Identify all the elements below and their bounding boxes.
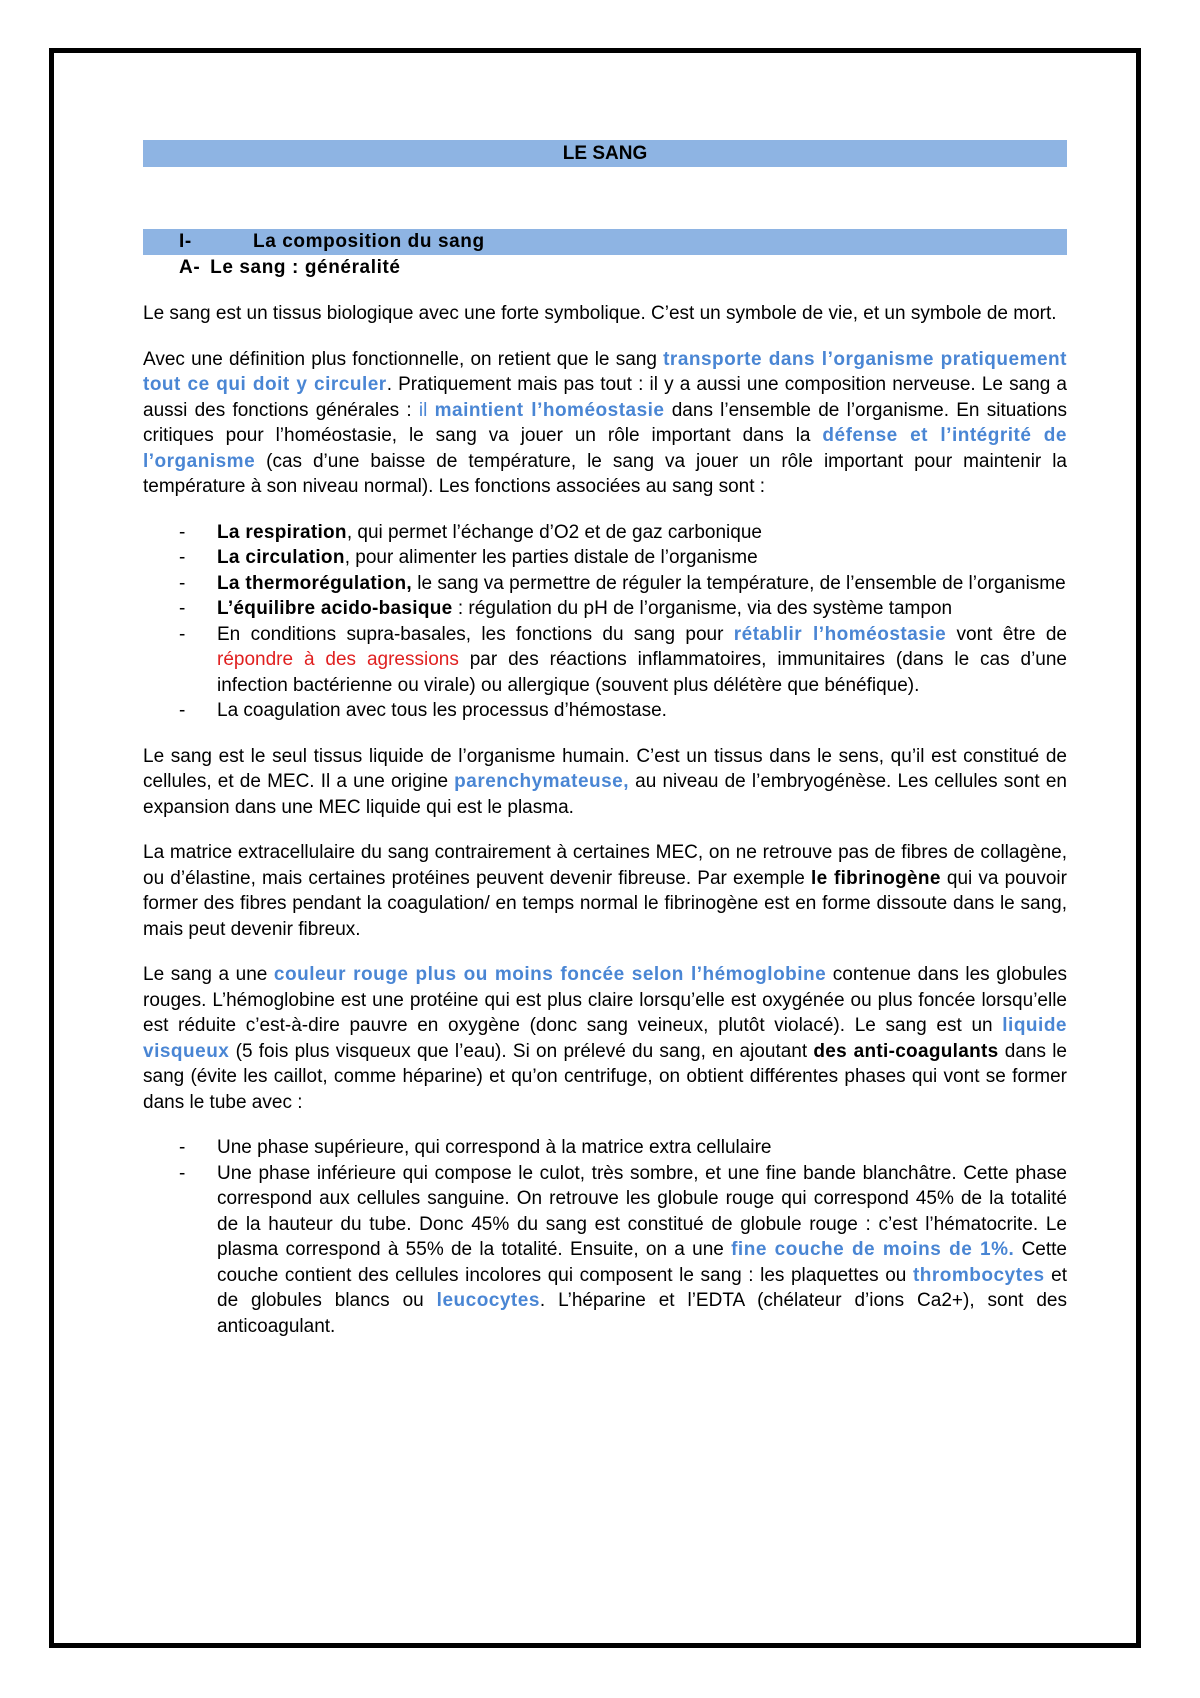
highlight-transport: transporte dans l’organisme pratiquement tout ce qui doit y circuler (143, 348, 1067, 395)
subsection-heading (143, 255, 1067, 281)
section-heading (143, 229, 1067, 255)
list-item: - L’équilibre acido-basique : régulation du pH de l’organisme, via des système tampon (143, 596, 1067, 622)
list-item: - Une phase supérieure, qui correspond à la matrice extra cellulaire (143, 1135, 1067, 1161)
highlight-agressions: répondre à des agressions (217, 649, 459, 670)
paragraph-definition: Avec une définition plus fonctionnelle, on retient que le sang transporte dans l’organisme pratiquement tout ce qui doit y circuler. Pratiquement mais pas tout : il y a aussi une composition nerveuse. Le sang a aussi des fonctions générales : il maintient l’homéostasie dans l’ensemble de l’organisme. En situations critiques pour l’homéostasie, le sang va jouer un rôle important dans la défense et l’intégrité de l’organisme (cas d’une baisse de température, le sang va jouer un rôle important pour maintenir la température à son niveau normal). Les fonctions associées au sang sont : (143, 348, 1068, 497)
paragraph-intro: Le sang est un tissus biologique avec une forte symbolique. C’est un symbole de vie, et un symbole de mort. (143, 303, 1057, 324)
list-item: - En conditions supra-basales, les fonctions du sang pour rétablir l’homéostasie vont être de répondre à des agressions par des réactions inflammatoires, immunitaires (dans le cas d’une infection bactérienne ou virale) ou allergique (souvent plus délétère que bénéfique). (143, 622, 1067, 699)
highlight-homeostasie: maintient l’homéostasie (434, 399, 665, 421)
document-body (143, 140, 1067, 1359)
paragraph-tissue: Le sang est le seul tissus liquide de l’organisme humain. C’est un tissus dans le sens, qu’il est constitué de cellules, et de MEC. Il a une origine parenchymateuse, au niveau de l’embryogénèse. Les cellules sont en expansion dans une MEC liquide qui est le plasma. (143, 745, 1067, 818)
highlight-defense: défense et l’intégrité de l’organisme (143, 425, 1067, 472)
list-item: - La coagulation avec tous les processus d’hémostase. (143, 698, 1067, 724)
phases-list (143, 1135, 1067, 1339)
document-title: LE SANG (143, 140, 1067, 167)
paragraph-matrix: La matrice extracellulaire du sang contrairement à certaines MEC, on ne retrouve pas de fibres de collagène, ou d’élastine, mais certaines protéines peuvent devenir fibreuse. Par exemple le fibrinogène qui va pouvoir former des fibres pendant la coagulation/ en temps normal le fibrinogène est en forme dissoute dans le sang, mais peut devenir fibreux. (143, 842, 1067, 940)
list-item: - La respiration, qui permet l’échange d’O2 et de gaz carbonique (143, 520, 1067, 546)
list-item: - La circulation, pour alimenter les parties distale de l’organisme (143, 545, 1067, 571)
section-number: I- (179, 231, 192, 252)
paragraph-color: Le sang a une couleur rouge plus ou moins foncée selon l’hémoglobine contenue dans les globules rouges. L’hémoglobine est une protéine qui est plus claire lorsqu’elle est oxygénée ou plus foncée lorsqu’elle est réduite c’est-à-dire pauvre en oxygène (donc sang veineux, plutôt violacé). Le sang est un liquide visqueux (5 fois plus visqueux que l’eau). Si on prélevé du sang, en ajoutant des anti-coagulants dans le sang (évite les caillot, comme héparine) et qu’on centrifuge, on obtient différentes phases qui vont se former dans le tube avec : (143, 964, 1067, 1113)
section-title: La composition du sang (253, 231, 485, 252)
subsection-title: Le sang : généralité (210, 257, 401, 278)
list-item: - La thermorégulation, le sang va permettre de réguler la température, de l’ensemble de l’organisme (143, 571, 1067, 597)
functions-list (143, 520, 1067, 724)
subsection-number: A- (179, 257, 201, 278)
list-item: - Une phase inférieure qui compose le culot, très sombre, et une fine bande blanchâtre. Cette phase correspond aux cellules sanguine. On retrouve les globule rouge qui correspond 45% de la totalité de la hauteur du tube. Donc 45% du sang est constitué de globule rouge : c’est l’hématocrite. Le plasma correspond à 55% de la totalité. Ensuite, on a une fine couche de moins de 1%. Cette couche contient des cellules incolores qui composent le sang : les plaquettes ou thrombocytes et de globules blancs ou leucocytes. L’héparine et l’EDTA (chélateur d’ions Ca2+), sont des anticoagulant. (143, 1161, 1067, 1340)
